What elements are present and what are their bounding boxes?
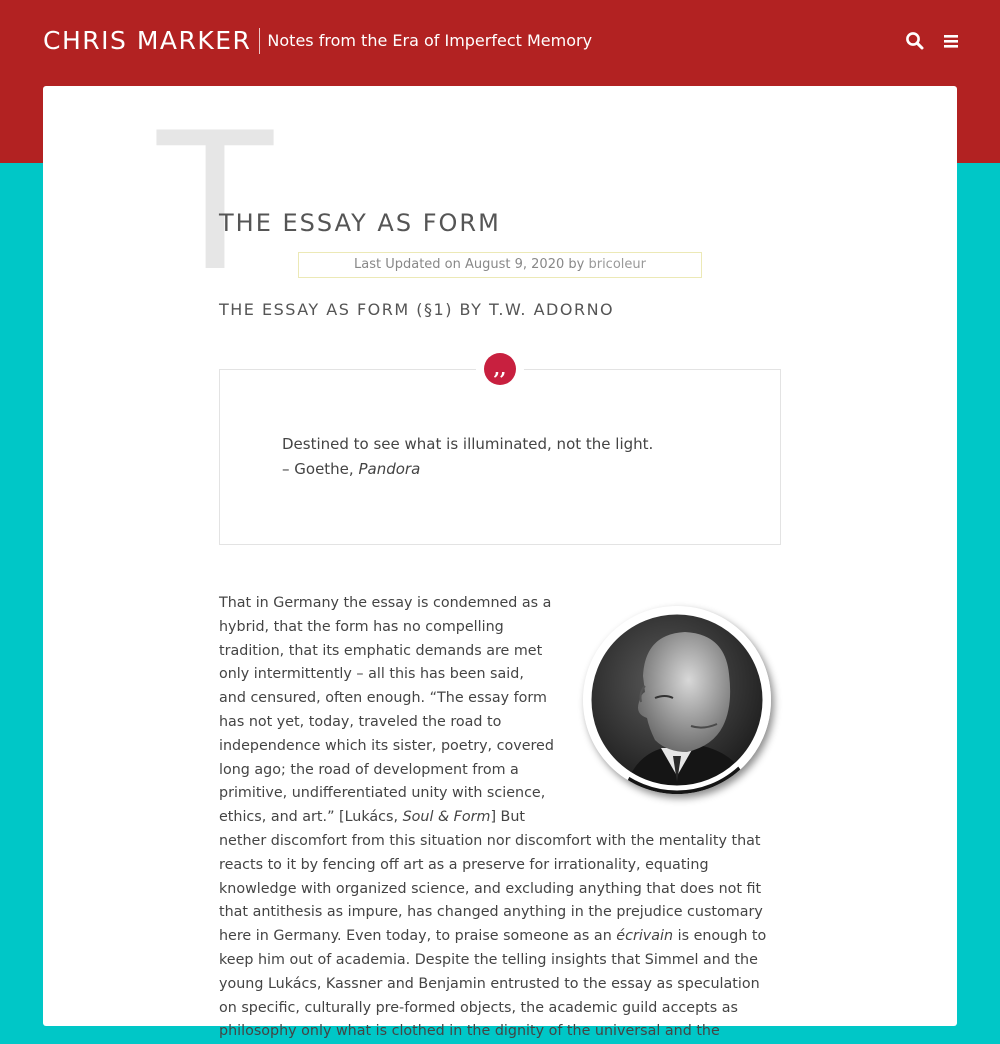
epigraph-attribution <box>282 457 742 482</box>
epigraph-line: Destined to see what is illuminated, not the light. <box>282 435 654 453</box>
body-text-3: is enough to keep him out of academia. Despite the telling insights that Simmel and the young Lukács, Kassner and Benjamin entrusted to the essay as speculation on specific, culturally pre-formed objects, the academic guild accepts as philosophy only what is clothed in the dignity of the universal and the <box>219 928 767 1040</box>
body-em-1: Soul & Form <box>402 809 491 826</box>
body-text-2: ] But nether discomfort from this situation nor discomfort with the mentality that reacts to it by fencing off art as a preserve for irrationality, equating knowledge with organized science, and excluding anything that does not fit that antithesis as impure, has changed anything in the prejudice customary here in Germany. Even today, to praise someone as an <box>219 809 763 945</box>
page-title: THE ESSAY AS FORM <box>219 209 501 237</box>
body-em-2: écrivain <box>616 928 674 945</box>
epigraph <box>282 432 742 482</box>
menu-icon[interactable] <box>942 31 964 53</box>
meta-updated: Last Updated on August 9, 2020 by <box>354 257 589 272</box>
article-subtitle: THE ESSAY AS FORM (§1) BY T.W. ADORNO <box>219 300 615 319</box>
title-dropcap: T <box>157 92 274 313</box>
body-text-1: That in Germany the essay is condemned as a hybrid, that the form has no compelling tradition, that its emphatic demands are met only intermittently – all this has been said, and censured, often enough. “The essay form has not yet, today, traveled the road to independence which its sister, poetry, covered long ago; the road of development from a primitive, undifferentiated unity with science, ethics, and art.” [Lukács, <box>219 595 554 826</box>
site-tagline: Notes from the Era of Imperfect Memory <box>267 31 593 50</box>
post-meta <box>298 252 702 278</box>
search-icon[interactable] <box>905 31 927 53</box>
attribution-author: – Goethe, <box>282 460 359 478</box>
author-link[interactable]: bricoleur <box>588 257 646 272</box>
brand <box>43 24 592 58</box>
title-divider <box>259 28 260 54</box>
attribution-work: Pandora <box>358 460 421 478</box>
site-title[interactable]: CHRIS MARKER <box>43 26 252 55</box>
quote-icon: ,, <box>484 353 516 385</box>
adorno-portrait <box>583 606 771 794</box>
